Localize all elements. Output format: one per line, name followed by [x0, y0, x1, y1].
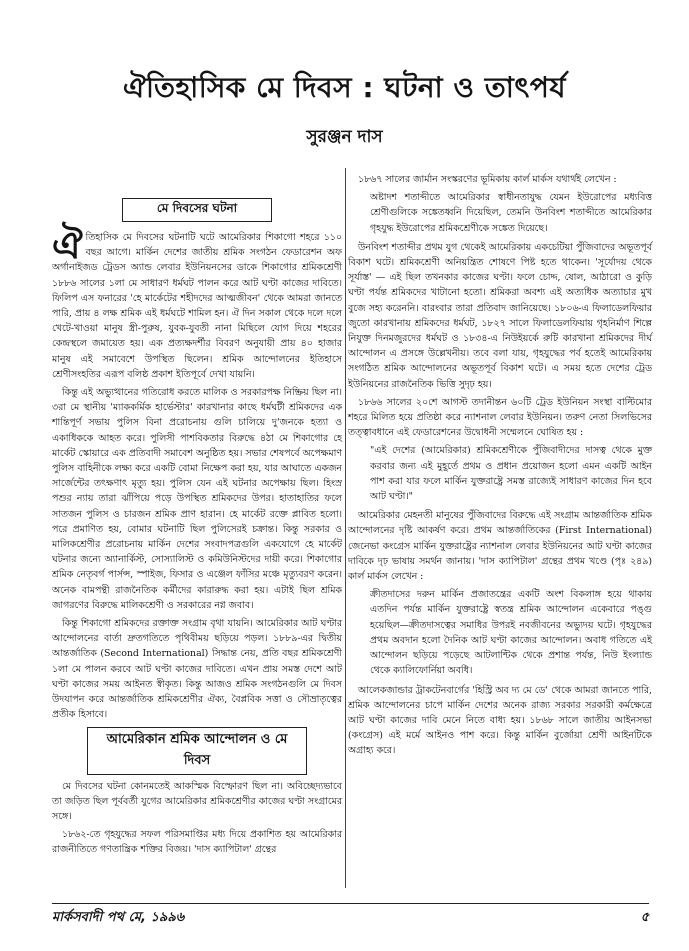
- paragraph: ১৮৬৭ সালের জার্মান সংস্করণের ভূমিকায় কার্ল মার্কস যথার্থই লেখেন :: [358, 174, 617, 185]
- left-column: [52, 198, 342, 861]
- section-heading-may-day-event: মে দিবসের ঘটনা: [122, 198, 272, 222]
- column-divider: [345, 168, 346, 888]
- paragraph: উনবিংশ শতাব্দীর প্রথম যুগ থেকেই আমেরিকায় একচেটিয়া পুঁজিবাদের অভূতপূর্ব বিকাশ ঘটে। শ্রমিকশ্রেণী অনিয়ন্ত্রিত শোষণে পিষ্ট হতে থাকেন। 'সূর্যোদয় থেকে সূর্যাস্ত' — এই ছিল তখনকার কাজের ঘণ্টা। ফলে চোদ্দ, ষোল, আঠারো ও কুড়ি ঘণ্টা পর্যন্ত শ্রমিকদের খাটানো হতো। শ্রমিকরা অবশ্য এই অত্যধিক অত্যাচার মুখ বুজে সহ্য করেননি। বারংবার তারা প্রতিবাদ জানিয়েছে। ১৮০৬-এ ফিলাডেলফিয়ার জুতো কারখানায় শ্রমিকদের ধর্মঘট, ১৮২৭ সালে ফিলাডেলফিয়ায় গৃহনির্মাণ শিল্পে নিযুক্ত দিনমজুরদের ধর্মঘট ও ১৮৩৪-এ নিউইয়র্কে রুটি কারখানা শ্রমিকদের দীর্ঘ আন্দোলন এ প্রসঙ্গে উল্লেখনীয়। তবে বলা যায়, গৃহযুদ্ধের পর্ব হতেই আমেরিকায় সংগঠিত শ্রমিক আন্দোলনের অভূতপূর্ব বিকাশ ঘটে। এ সময় হতে দেশের ট্রেড ইউনিয়নের রাজনৈতিক ভিত্তি সুদৃঢ় হয়।: [348, 241, 652, 390]
- paragraph: মে দিবসের ঘটনা কোনমতেই আকস্মিক বিস্ফোরণ ছিল না। অবিচ্ছেদ্যভাবে তা জড়িত ছিল পূর্ববর্তী যুগের আমেরিকার শ্রমিকশ্রেণীর কাজের ঘণ্টা সংগ্রামের সঙ্গে।: [52, 780, 342, 822]
- page-footer: [52, 903, 649, 924]
- journal-name: মার্কসবাদী পথ মে, ১৯৯৬: [52, 910, 185, 925]
- author-name: সুরঞ্জন দাস: [306, 127, 383, 147]
- page-number: ৫: [640, 910, 649, 925]
- drop-cap: ঐ: [52, 222, 83, 267]
- right-column: [348, 172, 652, 762]
- paragraph-text: তিহাসিক মে দিবসের ঘটনাটি ঘটে আমেরিকার শিকাগো শহরে ১১০ বছর আগে। মার্কিন দেশের জাতীয় শ্রমিক সংগঠন ফেডারেশন অফ অর্গানাইজড ট্রেডস অ্যান্ড লেবার ইউনিয়নসের ডাকে শিকাগোর শ্রমিকশ্রেণী ১৮৮৬ সালের ১লা মে সাধারণ ধর্মঘট পালন করে আট ঘণ্টা কাজের দাবিতে। ফিলিপ এস ফনারের 'হে মার্কেটের শহীদদের আত্মজীবন' থেকে আমরা জানতে পারি, প্রায় ৪ লক্ষ শ্রমিক এই ধর্মঘটে শামিল হন। ঐ দিন সকাল থেকে দলে দলে খেটে-খাওয়া মানুষ স্ত্রী-পুরুষ, যুবক-যুবতী নানা মিছিলে যোগ দিয়ে শহরের কেন্দ্রস্থলে জমায়েত হয়। এক প্রত্যক্ষদর্শীর বিবরণ অনুযায়ী প্রায় ৪০ হাজার মানুষ এই সমাবেশে উপস্থিত ছিলেন। শ্রমিক আন্দোলনের ইতিহাসে শ্রেণীসংহতির এরূপ বলিষ্ঠ প্রকাশ ইতিপূর্বে দেখা যায়নি।: [52, 232, 342, 380]
- section-heading-american-labour: আমেরিকান শ্রমিক আন্দোলন ও মে দিবস: [87, 727, 307, 775]
- paragraph: আমেরিকার মেহনতী মানুষের পুঁজিবাদের বিরুদ্ধে এই সংগ্রাম আন্তর্জাতিক শ্রমিক আন্দোলনের দৃষ্টি আকর্ষণ করে। প্রথম আন্তর্জাতিকের (First International) জেনেভা কংগ্রেস মার্কিন যুক্তরাষ্ট্রের ন্যাশনাল লেবার ইউনিয়নের আট ঘণ্টা কাজের দাবিকে দৃঢ় ভাষায় সমর্থন জানায়। 'দাস ক্যাপিটাল' গ্রন্থের প্রথম খণ্ডে (পৃঃ ২৪৯) কার্ল মার্কস লেখেন :: [348, 510, 652, 583]
- paragraph: কিন্তু শিকাগো শ্রমিকদের রক্তাক্ত সংগ্রাম বৃথা যায়নি। আমেরিকার আট ঘণ্টার আন্দোলনের বার্তা দ্রুতগতিতে পৃথিবীময় ছড়িয়ে পড়ল। ১৮৮৯-এর দ্বিতীয় আন্তর্জাতিক (Second International) সিদ্ধান্ত নেয়, প্রতি বছর শ্রমিকশ্রেণী ১লা মে পালন করবে আট ঘণ্টা কাজের দাবিতে। এখন প্রায় সমস্ত দেশে আট ঘণ্টা কাজের সময় আইনত স্বীকৃত। কিন্তু আজও শ্রমিক সংগঠনগুলি মে দিবস উদযাপন করে আন্তর্জাতিক শ্রমিকশ্রেণীর ঐক্য, বৈপ্লবিক সত্তা ও সৌভ্রাতৃত্বের প্রতীক হিসাবে।: [52, 618, 342, 721]
- paragraph: ১৮৬৬ সালের ২০শে আগস্ট তদানীন্তন ৬০টি ট্রেড ইউনিয়ন সংস্থা বাল্টিমোর শহরে মিলিত হয়ে প্রতিষ্ঠা করে ন্যাশনাল লেবার ইউনিয়ন। তরুণ নেতা সিলভিসের তত্ত্বাবধানে এই ফেডারেশনের উদ্বোধনী সম্মেলনে ঘোষিত হয় :: [348, 396, 652, 439]
- article-title: ঐতিহাসিক মে দিবস : ঘটনা ও তাৎপর্য: [122, 71, 567, 104]
- paragraph: কিন্তু এই অভ্যুত্থানের গতিরোধ করতে মালিক ও সরকারপক্ষ নিষ্ক্রিয় ছিল না। ৩রা মে স্থানীয় 'ম্যাককর্মিক হার্ভেস্টার' কারখানার কাছে ধর্মঘটী শ্রমিকদের এক শান্তিপূর্ণ সভায় পুলিস বিনা প্ররোচনায় গুলি চালিয়ে দু'জনকে হত্যা ও একাধিককে আহত করে। পুলিসী পাশবিকতার বিরুদ্ধে ৪ঠা মে শিকাগোর হে মার্কেট স্কোয়ারে এক প্রতিবাদী সমাবেশ অনুষ্ঠিত হয়। সভার শেষপর্বে অপেক্ষমাণ পুলিস বাহিনীকে লক্ষ্য করে একটি বোমা নিক্ষেপ করা হয়, যার আঘাতে একজন সার্জেন্টের তৎক্ষণাৎ মৃত্যু হয়। পুলিস যেন এই ঘটনার অপেক্ষায় ছিল। হিংস্র পশুর ন্যায় তারা ঝাঁপিয়ে পড়ে উপস্থিত শ্রমিকদের উপর। হাতাহাতির ফলে সাতজন পুলিস ও চারজন শ্রমিক প্রাণ হারান। হে মার্কেট রক্তে প্লাবিত হলো। পরে প্রমাণিত হয়, বোমার ঘটনাটি ছিল পুলিসেরই চক্রান্ত। কিন্তু সরকার ও মালিকশ্রেণীর প্ররোচনায় মার্কিন দেশের সংবাদপত্রগুলি একযোগে হে মার্কেট ঘটনার জন্যে অ্যানার্কিস্ট, সোস্যালিস্ট ও কমিউনিস্টদের দায়ী করে। শিকাগোর শ্রমিক নেতৃবর্গ পার্সন্স, স্পাইজ, ফিসার ও এঞ্জেল ফাঁসির মঞ্চে মৃত্যুবরণ করেন। অনেক বামপন্থী রাজনৈতিক কর্মীদের কারারুদ্ধ করা হয়। এটাই ছিল শ্রমিক জাগরণের বিরুদ্ধে মালিকশ্রেণী ও সরকারের নগ্ন জবাব।: [52, 387, 342, 611]
- quotation: "এই দেশের (আমেরিকার) শ্রমিকশ্রেণীকে পুঁজিবাদীদের দাসত্ব থেকে মুক্ত করবার জন্য এই মুহূর্তে প্রথম ও প্রধান প্রয়োজন হলো এমন একটি আইন পাশ করা যার ফলে মার্কিন যুক্তরাষ্ট্রে সমস্ত রাজ্যেই সাধারণ কাজের দিন হবে আট ঘণ্টা।": [370, 445, 652, 503]
- quotation: ক্রীতদাসের দরুন মার্কিন প্রজাতন্ত্রের একটি অংশ বিকলাঙ্গ হয়ে থাকায় এতদিন পর্যন্ত মার্কিন যুক্তরাষ্ট্রে স্বতন্ত্র শ্রমিক আন্দোলন একেবারে পঙ্গু হয়েছিল—ক্রীতদাসত্বের সমাধির উপরই নবজীবনের অভ্যুদয় ঘটে। গৃহযুদ্ধের প্রথম অবদান হলো দৈনিক আট ঘণ্টা কাজের আন্দোলন। অবাধ গতিতে এই আন্দোলন ছড়িয়ে পড়েছে আটলান্টিক থেকে প্রশান্ত পর্যন্ত, নিউ ইংল্যান্ড থেকে ক্যালিফোর্নিয়া অবধি।: [370, 589, 652, 677]
- paragraph: [52, 222, 342, 382]
- quotation: অষ্টাদশ শতাব্দীতে আমেরিকার স্বাধীনতাযুদ্ধ যেমন ইউরোপের মধ্যবিত্ত শ্রেণীগুলিকে সঙ্কেতধ্বনি দিয়েছিল, তেমনি উনবিংশ শতাব্দীতে আমেরিকার গৃহযুদ্ধ ইউরোপের শ্রমিকশ্রেণীকে সঙ্কেত দিয়েছে।: [370, 192, 652, 234]
- paragraph: ১৮৬২-তে গৃহযুদ্ধের সফল পরিসমাপ্তির মধ্য দিয়ে প্রকাশিত হয় আমেরিকার রাজনীতিতে গণতান্ত্রিক শক্তির বিজয়। 'দাস ক্যাপিটাল' গ্রন্থের: [52, 829, 342, 856]
- paragraph: আলেকজান্ডার ট্রাকটেনবার্গের 'হিস্ট্রি অব দ্য মে ডে' থেকে আমরা জানতে পারি, শ্রমিক আন্দোলনের চাপে মার্কিন দেশের অনেক রাজ্য সরকার সরকারী কর্মক্ষেত্রে আট ঘণ্টা কাজের দাবি মেনে নিতে বাধ্য হয়। ১৮৬৮ সালে জাতীয় আইনসভা (কংগ্রেস) এই মর্মে আইনও পাশ করে। কিন্তু মার্কিন বুর্জোয়া শ্রেণী আইনটিকে অগ্রাহ্য করে।: [348, 684, 652, 757]
